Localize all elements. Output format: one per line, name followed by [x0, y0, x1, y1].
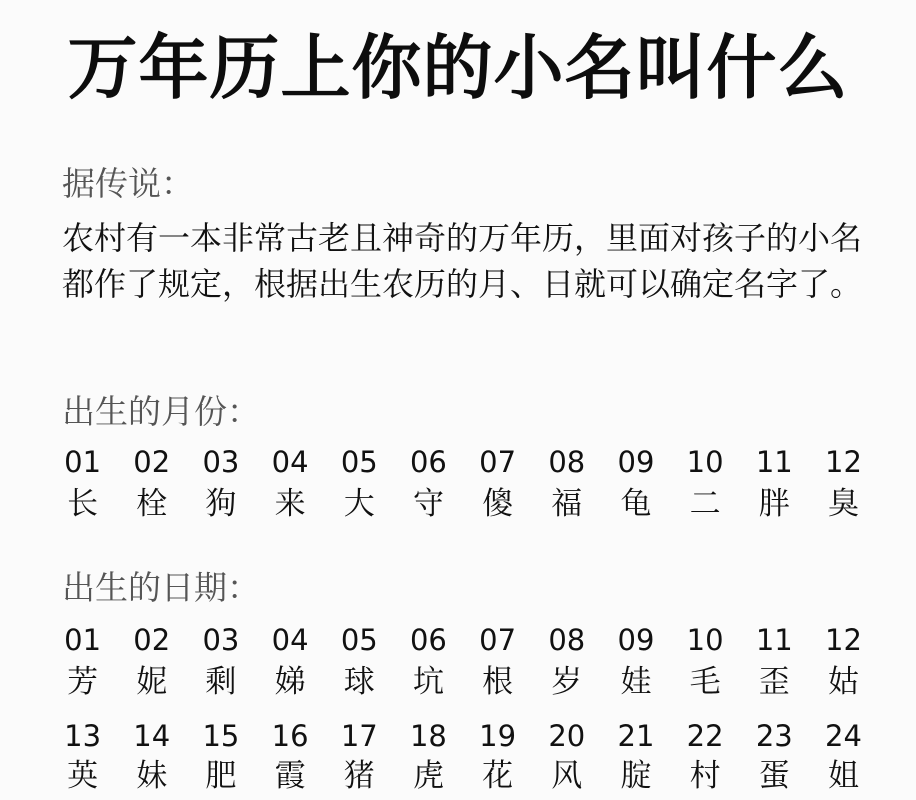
- day-number: 20: [548, 719, 586, 753]
- day-number: 21: [617, 719, 655, 753]
- day-number: 15: [202, 719, 240, 753]
- day-number: 19: [479, 719, 517, 753]
- day-name: 娣: [274, 664, 306, 700]
- day-name: 猪: [343, 758, 375, 794]
- day-name: 蛋: [758, 758, 790, 794]
- month-number: 05: [340, 445, 378, 479]
- day-number: 07: [479, 623, 517, 657]
- month-number: 04: [271, 445, 309, 479]
- day-name: 英: [67, 758, 99, 794]
- month-number: 10: [686, 445, 724, 479]
- month-number-row: [48, 444, 878, 480]
- days-label: 出生的日期：: [62, 568, 260, 607]
- day-name: 花: [482, 758, 514, 794]
- month-name: 二: [689, 486, 721, 522]
- month-name: 胖: [758, 486, 790, 522]
- day-name: 球: [343, 664, 375, 700]
- day-number: 02: [133, 623, 171, 657]
- month-name: 狗: [205, 486, 237, 522]
- month-number: 12: [825, 445, 862, 479]
- day-number-row-2: [48, 718, 878, 754]
- day-name: 根: [482, 664, 514, 700]
- month-number: 07: [479, 445, 517, 479]
- month-number: 01: [64, 445, 102, 479]
- intro-paragraph: 农村有一本非常古老且神奇的万年历，里面对孩子的小名都作了规定，根据出生农历的月、日就可以确定名字了。: [62, 219, 863, 303]
- day-number: 08: [548, 623, 586, 657]
- day-number: 05: [340, 623, 378, 657]
- month-name-row: [48, 484, 878, 524]
- legend-label: 据传说：: [62, 164, 194, 203]
- day-number: 17: [340, 719, 378, 753]
- day-number: 13: [64, 719, 102, 753]
- day-name: 妹: [136, 758, 168, 794]
- day-number: 22: [686, 719, 724, 753]
- day-name: 姐: [827, 758, 859, 794]
- month-name: 福: [551, 486, 583, 522]
- day-number: 01: [64, 623, 102, 657]
- day-name: 村: [689, 758, 721, 794]
- month-number: 08: [548, 445, 586, 479]
- month-name: 栓: [136, 486, 168, 522]
- month-number: 06: [409, 445, 447, 479]
- month-name: 长: [67, 486, 99, 522]
- day-name-row-2: [48, 756, 878, 796]
- day-name: 毛: [689, 664, 721, 700]
- day-name: 腚: [620, 758, 652, 794]
- day-name-row-1: [48, 662, 878, 702]
- day-name: 霞: [274, 758, 306, 794]
- month-number: 11: [755, 445, 793, 479]
- day-number: 11: [755, 623, 793, 657]
- month-name: 来: [274, 486, 306, 522]
- month-number: 02: [133, 445, 171, 479]
- day-name: 芳: [67, 664, 99, 700]
- day-number: 04: [271, 623, 309, 657]
- day-name: 娃: [620, 664, 652, 700]
- day-number: 18: [409, 719, 447, 753]
- day-name: 肥: [205, 758, 237, 794]
- day-number: 09: [617, 623, 655, 657]
- day-name: 风: [551, 758, 583, 794]
- day-name: 虎: [412, 758, 444, 794]
- day-number: 23: [755, 719, 793, 753]
- day-number: 10: [686, 623, 724, 657]
- day-number: 03: [202, 623, 240, 657]
- day-name: 歪: [758, 664, 790, 700]
- day-name: 姑: [827, 664, 859, 700]
- month-name: 大: [343, 486, 375, 522]
- day-number: 14: [133, 719, 171, 753]
- month-name: 傻: [482, 486, 514, 522]
- month-number: 09: [617, 445, 655, 479]
- day-name: 坑: [412, 664, 444, 700]
- month-name: 臭: [827, 486, 859, 522]
- month-name: 龟: [620, 486, 652, 522]
- day-number: 24: [825, 719, 862, 753]
- day-number: 06: [409, 623, 447, 657]
- month-name: 守: [412, 486, 444, 522]
- day-name: 妮: [136, 664, 168, 700]
- day-name: 岁: [551, 664, 583, 700]
- month-number: 03: [202, 445, 240, 479]
- day-number-row-1: [48, 622, 878, 658]
- page-title: 万年历上你的小名叫什么: [67, 27, 849, 109]
- day-number: 16: [271, 719, 309, 753]
- day-name: 剩: [205, 664, 237, 700]
- day-number: 12: [825, 623, 862, 657]
- months-label: 出生的月份：: [62, 392, 260, 431]
